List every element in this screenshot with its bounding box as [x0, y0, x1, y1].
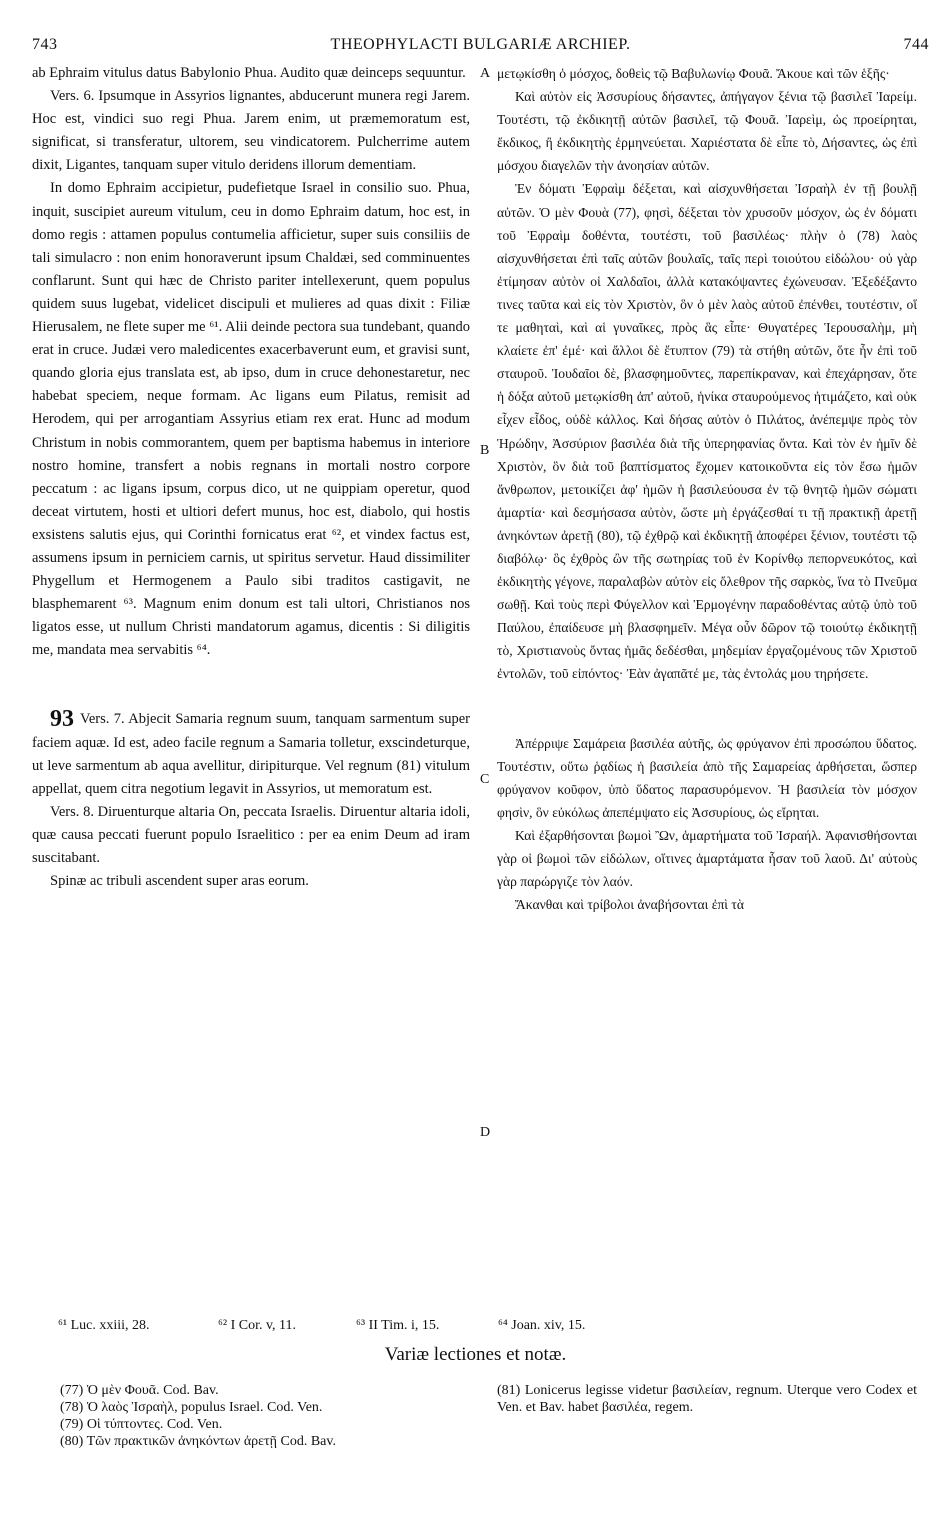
greek-paragraph: Ἐν δόματι Ἐφραὶμ δέξεται, καὶ αἰσχυνθήσεται Ἰσραὴλ ἐν τῇ βουλῇ αὐτῶν. Ὁ μὲν Φουὰ (77), φησὶ, δέξεται τὸν χρυσοῦν μόσχον, ὡς ἐν δόματι τοῦ Ἐφραὶμ δοθέντα, τουτέστι, τοῦ βασιλέως· πλὴν ὁ (78) λαὸς αἰσχυνθήσεται ἐπὶ ταῖς αὐτῶν βουλαῖς, ταῖς περὶ τοιούτου εἰδώλου· οὐ γὰρ ἐτίμησαν αὐτὸν οἱ Χαλδαῖοι, ἀλλὰ κατακόψαντες ἐχώνευσαν. Ἐξεδέξαντο τινες ταῦτα καὶ εἰς τὸν Χριστὸν, ὃν ὁ μὲν λαὸς αὐτοῦ ἐπένθει, τουτέστιν, οἵ τε μαθηταὶ, καὶ αἱ γυναῖκες, πρὸς ἃς εἶπε· Θυγατέρες Ἱερουσαλὴμ, μὴ κλαίετε ἐπ' ἐμέ· καὶ ἄλλοι δὲ ἔτυπτον (79) τὰ στήθη αὐτῶν, ὅτε ἦν ἐπὶ τοῦ σταυροῦ. Ἰουδαῖοι δὲ, βλασφημοῦντες, παρεπίκραναν, καὶ ἐπεχάρησαν, ὅτε ἡ δόξα αὐτοῦ μετῳκίσθη ἀπ' αὐτοῦ, ἡνίκα σταυρούμενος ἠτιμάζετο, καὶ οὐκ εἶχεν εἶδος, οὐδὲ κάλλος. Καὶ δήσας αὐτὸν ὁ Πιλάτος, ἀνέπεμψε πρὸς τὸν Ἡρώδην, Ἀσσύριον βασιλέα διὰ τῆς ὑπερηφανίας ὄντα. Καὶ τὸν ἐν ἡμῖν δὲ Χριστὸν, ὃν διὰ τοῦ βαπτίσματος ἔχομεν κατοικοῦντα εἰς τὸν ἔσω ἡμῶν ἄνθρωπον, μετοικίζει ἀφ' ἡμῶν ἡ βασιλεύουσα ἐν τῷ θνητῷ ἡμῶν σώματι ἁμαρτία· καὶ δεσμήσασα αὐτὸν, ὥστε μὴ ἐργάζεσθαί τι τῇ πρακτικῇ ἀρετῇ ἀνηκόντων ἀρετῇ (80), τῷ ἐχθρῷ καὶ ἐκδικητῇ ἀποφέρει ξένιον, τουτέστι τῷ διαβόλῳ· ὃς ἐχθρὸς ὢν τῆς σωτηρίας τοῦ ἐν Κορίνθῳ πεπορνευκότος, καὶ ἐκδικητὴς γέγονε, παραλαβὼν αὐτὸν εἰς ὄλεθρον τῆς σαρκὸς, ἵνα τὸ Πνεῦμα σωθῇ. Καὶ τοὺς περὶ Φύγελλον καὶ Ἑρμογένην παραδοθέντας αὐτῷ ὑπὸ τοῦ Παύλου, ἐπαίδευσε μὴ βλασφημεῖν. Μέγα οὖν δῶρον τῷ τοιούτῳ ἐκδικητῇ τὸ, Χριστιανοὺς ὄντας ἡμᾶς δεδέσθαι, μηδεμίαν ἐργαζομένους τῶν Χριστοῦ ἐντολῶν, τοῦ εἰπόντος· Ἐὰν ἀγαπᾶτέ με, τὰς ἐντολάς μου τηρήσετε. [497, 181, 917, 682]
margin-mark-d: D [480, 1125, 491, 1140]
latin-paragraph: In domo Ephraim accipietur, pudefietque Israel in consilio suo. Phua, inquit, suscipiet aureum vitulum, ceu in domo Ephraim datum, hoc est, in domo regis : attamen populus contumelia afficietur, super suis consiliis de tali simulacro : non enim honoraverunt ipsum Chaldæi, sed comminuentes conflarunt. Sunt qui hæc de Christo pariter intellexerunt, quem populus quidem suus lugebat, videlicet discipuli et mulieres ad quas dixit : Filiæ Hierusalem, ne flete super me ⁶¹. Alii deinde pectora sua tundebant, quando erat in cruce. Judæi vero maledicentes exacerbaverunt eum, et gravisi sunt, quando gloria ejus translata est, ab ipso, dum in cruce dehonestaretur, nec habebat speciem, neque formam. Ac ligans eum Pilatus, remisit ad Herodem, qui per arrogantiam Assyrius etiam rex erat. Hunc ad modum Christum in nobis commorantem, quem per baptisma habemus in interiore nostro homine, transfert a nobis regnans in mortali nostro corpore peccatum : ac ligans ipsum, corpus dico, ut ne quippiam operetur, quod deceat virtutem, hosti et ultiori defert munus, hoc est, diabolo, qui hostis exsistens salutis ejus, qui Corinthi fornicatus erat ⁶², et vindex factus est, assumens ipsum in perniciem carnis, ut spiritus servetur. Haud dissimiliter Phygellum et Hermogenem a Paulo sibi traditos castigavit, ne blasphemarent ⁶³. Magnum enim donum est tali ultori, Christianos nos ligatos esse, ut nullum Christi mandatorum agamus, dicentis : Si diligitis me, mandata mea servabitis ⁶⁴. [32, 180, 470, 659]
latin-paragraph: ab Ephraim vitulus datus Babylonio Phua. Audito quæ deinceps sequuntur. [32, 65, 466, 81]
page-number-right: 744 [903, 36, 929, 53]
margin-mark-c: C [480, 772, 490, 787]
footnote: ⁶⁴ Joan. xiv, 15. [498, 1318, 586, 1333]
page-number-left: 743 [32, 36, 58, 53]
greek-paragraph: Ἄκανθαι καὶ τρίβολοι ἀναβήσονται ἐπὶ τὰ [515, 897, 744, 913]
greek-paragraph: Ἀπέρριψε Σαμάρεια βασιλέα αὐτῆς, ὡς φρύγανον ἐπὶ προσώπου ὕδατος. Τουτέστιν, οὕτω ῥᾳδίως ἡ βασιλεία ἀπὸ τῆς Σαμαρείας ἀρθήσεται, ὥσπερ φρύγανον κοῦφον, ὑπὸ ὕδατος παρασυρόμενον. Ἡ βασιλεία τὸν μόσχον φησὶν, ὃν εὐκόλως ἀπεπέμψατο εἰς Ἀσσυρίους, ὡς εἴρηται. [497, 735, 917, 820]
notes-left [60, 1382, 470, 1450]
column-number: 93 [50, 706, 74, 733]
column-gap [32, 662, 470, 708]
latin-paragraph: Vers. 8. Diruenturque altaria On, peccata Israelis. Diruentur altaria idoli, quæ causa peccati fuerunt populo Israelitico : per ea enim Deum ad iram suscitabant. [32, 803, 470, 866]
greek-column [497, 62, 917, 916]
variant-note: (77) Ὁ μὲν Φουᾶ. Cod. Bav. [60, 1383, 219, 1398]
running-title: THEOPHYLACTI BULGARIÆ ARCHIEP. [330, 36, 631, 53]
footnote: ⁶¹ Luc. xxiii, 28. [58, 1318, 150, 1333]
greek-paragraph: μετῳκίσθη ὁ μόσχος, δοθεὶς τῷ Βαβυλωνίῳ Φουᾶ. Ἄκουε καὶ τῶν ἑξῆς· [497, 66, 890, 81]
column-gap [497, 686, 917, 732]
greek-paragraph: Καὶ αὐτὸν εἰς Ἀσσυρίους δήσαντες, ἀπήγαγον ξένια τῷ βασιλεῖ Ἰαρείμ. Τουτέστι, τῷ ἐκδικητῇ αὐτῶν βασιλεῖ, τῷ Φουᾶ. Ἰαρεὶμ, ὡς προείρηται, ἔκδικος, ἢ ἐκδικητὴς ἑρμηνεύεται. Χαριέστατα δὲ εἶπε τὸ, Δήσαντες, ὡς ἐπὶ μόσχου διαγελῶν τὴν ἀνοησίαν αὐτῶν. [497, 89, 917, 174]
margin-mark-a: A [480, 66, 491, 81]
variant-note: (79) Οἱ τύπτοντες. Cod. Ven. [60, 1417, 223, 1432]
variant-note: (80) Τῶν πρακτικῶν ἀνηκόντων ἀρετῇ Cod. Bav. [60, 1434, 336, 1449]
greek-paragraph: Καὶ ἐξαρθήσονται βωμοὶ Ὢν, ἁμαρτήματα τοῦ Ἰσραήλ. Ἀφανισθήσονται γὰρ οἱ βωμοὶ τῶν εἰδώλων, οἵτινες ἁμαρτάματα ἦσαν τοῦ λαοῦ. Δι' αὐτοὺς γὰρ παρώργιζε τὸν λαόν. [497, 827, 917, 890]
latin-paragraph: Vers. 6. Ipsumque in Assyrios lignantes, abducerunt munera regi Jarem. Hoc est, vindici suo regi Phua. Jarem enim, ut præmemoratum est, significat, si transferatur, ultorem, seu vindicatorem. Pulcherrime autem dixit, Ligantes, tanquam super vitulo deridens illorum dementiam. [32, 88, 470, 174]
margin-mark-b: B [480, 443, 490, 458]
notes-right [497, 1382, 917, 1416]
latin-paragraph: 93 Vers. 7. Abjecit Samaria regnum suum, tanquam sarmentum super faciem aquæ. Id est, adeo facile regnum a Samaria tolletur, exscindeturque, ut leve sarmentum ab aqua avellitur, diripiturque. Vel regnum (81) vitulum appellat, quem citra negotium legavit in Assyrios, ut memoratum est. [32, 706, 470, 797]
variant-note: (81) Lonicerus legisse videtur βασιλείαν, regnum. Uterque vero Codex et Ven. et Bav. habet βασιλέα, regem. [497, 1383, 917, 1415]
page-header [32, 36, 929, 58]
latin-column [32, 62, 470, 893]
footnote: ⁶² I Cor. v, 11. [218, 1318, 297, 1333]
variae-title: Variæ lectiones et notæ. [384, 1344, 567, 1365]
latin-paragraph: Spinæ ac tribuli ascendent super aras eorum. [50, 873, 309, 890]
footnote: ⁶³ II Tim. i, 15. [356, 1318, 440, 1333]
variant-note: (78) Ὁ λαὸς Ἰσραὴλ, populus Israel. Cod. Ven. [60, 1400, 323, 1415]
